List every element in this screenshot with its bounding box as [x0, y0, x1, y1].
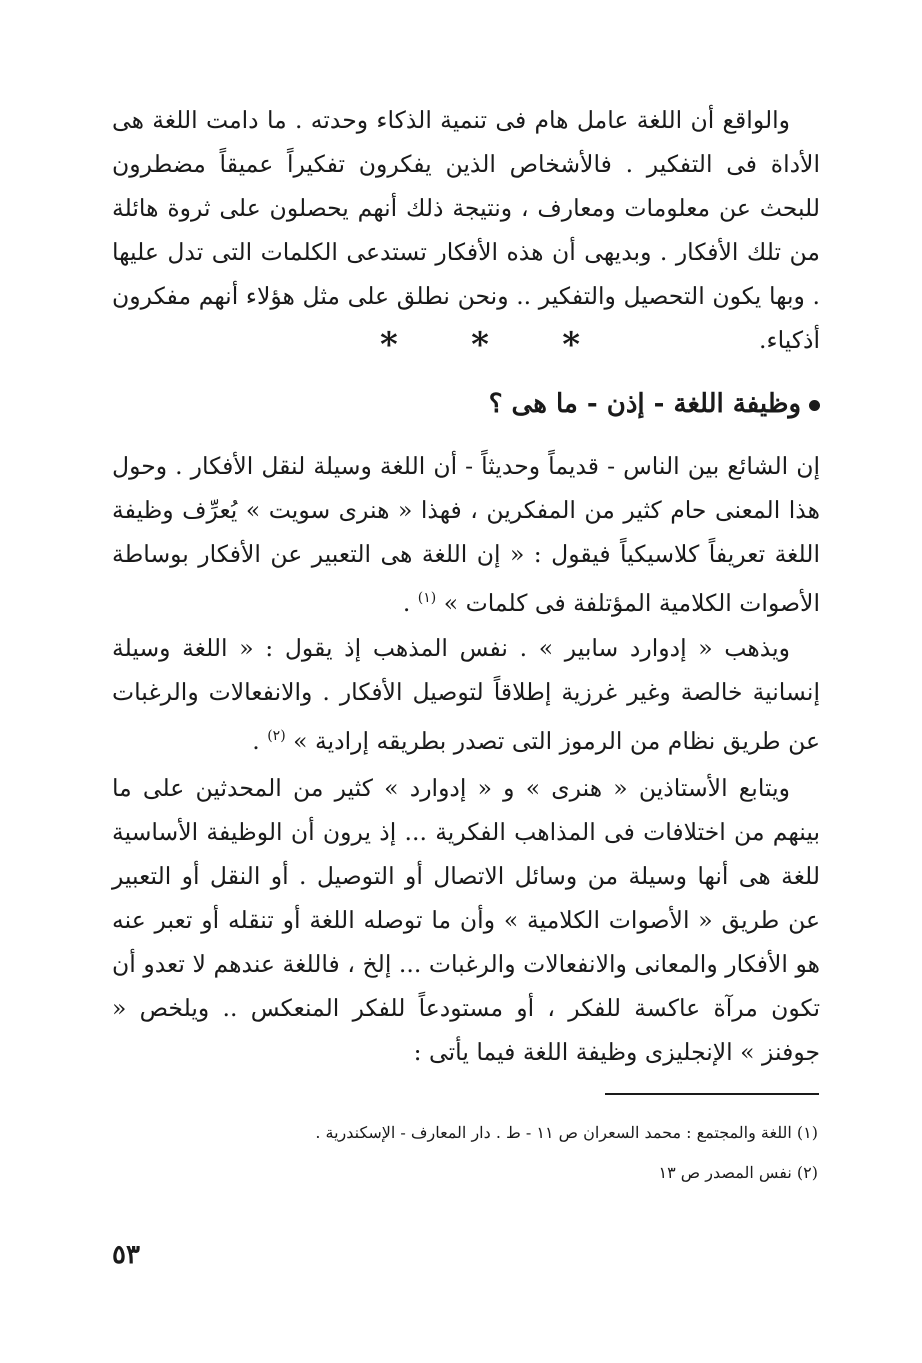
paragraph-sapir: ويذهب « إدوارد سابير » . نفس المذهب إذ يقول : « اللغة وسيلة إنسانية خالصة وغير غرزية إطلاقاً لتوصيل الأفكار . والانفعالات والرغبات عن طريق نظام من الرموز التى تصدر بطريقه إرادية » $^{(٢)}$ . [112, 634, 820, 755]
page-number: ٥٣ [112, 1240, 140, 1270]
footnote-ref: (١) [417, 590, 437, 606]
footnote-divider [605, 1093, 819, 1095]
section-heading [489, 382, 820, 426]
paragraph-text: والواقع أن اللغة عامل هام فى تنمية الذكاء وحدته . ما دامت اللغة هى الأداة فى التفكير . فالأشخاص الذين يفكرون تفكيراً عميقاً مضطرون للبحث عن معلومات ومعارف ، ونتيجة ذلك أنهم يحصلون على ثروة هائلة من تلك الأفكار . وبديهى أن هذه الأفكار تستدعى الكلمات التى تدل عليها . وبها يكون التحصيل والتفكير .. ونحن نطلق على مثل هؤلاء أنهم مفكرون أذكياء. [112, 106, 820, 354]
footnote-ref: (٢) [267, 728, 286, 744]
asterisk-icon: * [562, 325, 580, 365]
bullet-icon [809, 400, 820, 411]
paragraph-common-view: إن الشائع بين الناس - قديماً وحديثاً - أن اللغة وسيلة لنقل الأفكار . وحول هذا المعنى حام كثير من المفكرين ، فهذا « هنرى سويت » يُعرِّف وظيفة اللغة تعريفاً كلاسيكياً فيقول : « إن اللغة هى التعبير عن الأفكار بوساطة الأصوات الكلامية المؤتلفة فى كلمات » $^{(١)}$ . [112, 452, 820, 617]
paragraph-text: ويذهب « إدوارد سابير » . نفس المذهب إذ يقول : « اللغة وسيلة إنسانية خالصة وغير غرزية إطلاقاً لتوصيل الأفكار . والانفعالات والرغبات عن طريق نظام من الرموز التى تصدر بطريقه إرادية » [112, 634, 820, 755]
heading-text: وظيفة اللغة - إذن - ما هى ؟ [488, 389, 801, 419]
section-separator [380, 325, 580, 365]
footnote-2: (٢) نفس المصدر ص ١٣ [658, 1163, 818, 1182]
paragraph-modern-thinkers [112, 766, 820, 1074]
paragraph-text: ويتابع الأستاذين « هنرى » و « إدوارد » كثير من المحدثين على ما بينهم من اختلافات فى المذاهب الفكرية ... إذ يرون أن الوظيفة الأساسية للغة هى أنها وسيلة من وسائل الاتصال أو التوصيل . أو النقل أو التعبير عن طريق « الأصوات الكلامية » وأن ما توصله اللغة أو تنقله أو تعبر عنه هو الأفكار والمعانى والانفعالات والرغبات ... إلخ ، فاللغة عندهم لا تعدو أن تكون مرآة عاكسة للفكر ، أو مستودعاً للفكر المنعكس .. ويلخص « جوفنز » الإنجليزى وظيفة اللغة فيما يأتى : [112, 774, 820, 1066]
paragraph-text: إن الشائع بين الناس - قديماً وحديثاً - أن اللغة وسيلة لنقل الأفكار . وحول هذا المعنى حام كثير من المفكرين ، فهذا « هنرى سويت » يُعرِّف وظيفة اللغة تعريفاً كلاسيكياً فيقول : « إن اللغة هى التعبير عن الأفكار بوساطة الأصوات الكلامية المؤتلفة فى كلمات » [112, 452, 820, 617]
asterisk-icon: * [471, 325, 489, 365]
footnote-1: (١) اللغة والمجتمع : محمد السعران ص ١١ - ط . دار المعارف - الإسكندرية . [315, 1123, 818, 1142]
paragraph-intelligence [112, 98, 820, 365]
asterisk-icon: * [380, 325, 398, 365]
